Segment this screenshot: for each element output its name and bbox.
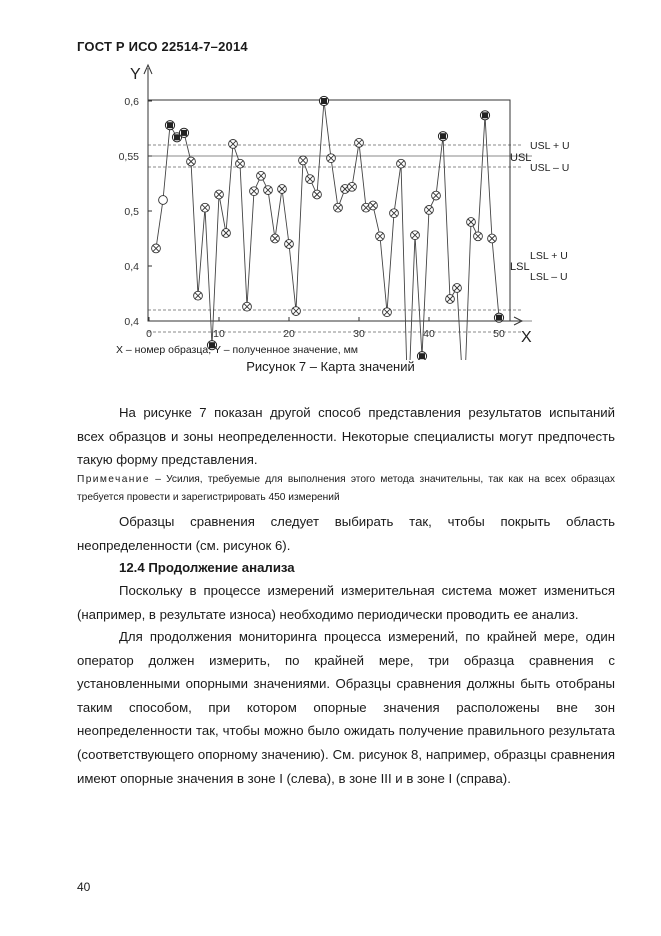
data-point — [278, 185, 287, 194]
data-point — [467, 218, 476, 227]
data-point — [425, 206, 434, 215]
data-point — [236, 159, 245, 168]
data-point — [165, 121, 174, 130]
data-point — [299, 156, 308, 165]
paragraph-2-block — [77, 510, 615, 557]
ref-line-label: USL – U — [530, 162, 570, 174]
data-point — [264, 186, 273, 195]
ref-line-label: LSL + U — [530, 250, 568, 262]
x-tick-label: 40 — [423, 328, 435, 340]
data-point — [159, 196, 168, 205]
data-point — [179, 128, 188, 137]
x-tick-label: 20 — [283, 328, 295, 340]
data-point — [319, 96, 328, 105]
plot-frame — [130, 65, 532, 346]
data-point — [411, 231, 420, 240]
axis-caption: X – номер образца; Y – полученное значение, мм — [116, 344, 359, 356]
data-point-fill — [321, 98, 327, 104]
y-tick-label: 0,4 — [124, 316, 139, 328]
data-point — [243, 302, 252, 311]
paragraph-3-block — [77, 579, 615, 626]
data-point — [488, 234, 497, 243]
data-point — [480, 111, 489, 120]
page-number: 40 — [77, 880, 91, 894]
note-label: Примечание — [77, 474, 150, 485]
data-point — [369, 201, 378, 210]
data-point — [376, 232, 385, 241]
data-point — [474, 232, 483, 241]
data-point — [201, 203, 210, 212]
data-point — [152, 244, 161, 253]
paragraph-2: Образцы сравнения следует выбирать так, чтобы покрыть область неопределенности (см. рисунок 6). — [77, 514, 615, 553]
data-point — [292, 307, 301, 316]
ref-line-label: USL — [510, 152, 532, 164]
document-header: ГОСТ Р ИСО 22514-7–2014 — [77, 39, 248, 54]
data-point-ring — [159, 196, 168, 205]
data-point — [390, 209, 399, 218]
data-point — [383, 308, 392, 317]
data-point — [355, 138, 364, 147]
data-point — [271, 234, 280, 243]
y-tick-label: 0,55 — [118, 151, 139, 163]
data-series — [152, 96, 504, 360]
data-point — [257, 171, 266, 180]
y-tick-label: 0,4 — [124, 261, 139, 273]
data-point — [453, 284, 462, 293]
y-tick-label: 0,5 — [124, 206, 139, 218]
data-point — [438, 132, 447, 141]
value-map-chart — [0, 60, 661, 360]
data-point — [215, 190, 224, 199]
figure-caption: Рисунок 7 – Карта значений — [246, 359, 415, 374]
data-point — [306, 175, 315, 184]
paragraph-1-block — [77, 401, 615, 472]
data-point-fill — [174, 134, 180, 140]
x-tick-label: 50 — [493, 328, 505, 340]
data-point-fill — [181, 130, 187, 136]
data-point — [194, 291, 203, 300]
paragraph-4: Для продолжения мониторинга процесса измерений, по крайней мере, один оператор должен измерить, по крайней мере, три образца сравнения с установленными опорными значениями. Образцы сравнения должны быть отобраны таким способом, при котором опорные значения расположены вне зон неопределенности так, чтобы можно было ожидать получение правильного результата (соответствующего опорному значению). См. рисунок 8, например, образцы сравнения имеют опорные значения в зоне I (слева), в зоне III и в зоне I (справа). — [77, 629, 615, 786]
data-point-fill — [440, 133, 446, 139]
data-point — [313, 190, 322, 199]
data-point — [187, 157, 196, 166]
ref-line-label: LSL – U — [530, 271, 568, 283]
reference-lines — [148, 140, 570, 332]
y-axis-label: Y — [130, 66, 141, 83]
data-point — [432, 191, 441, 200]
data-point — [250, 187, 259, 196]
data-point-fill — [167, 122, 173, 128]
data-point — [285, 240, 294, 249]
ref-line-label: LSL — [510, 261, 530, 273]
data-point-fill — [496, 315, 502, 321]
x-tick-label: 10 — [213, 328, 225, 340]
data-point — [327, 154, 336, 163]
paragraph-3: Поскольку в процессе измерений измерительная система может измениться (например, в результате износа) необходимо периодически проводить ее анализ. — [77, 583, 615, 622]
data-point — [348, 182, 357, 191]
ref-line-label: USL + U — [530, 140, 570, 152]
data-point — [334, 203, 343, 212]
paragraph-4-block — [77, 625, 615, 790]
x-axis-label: X — [521, 329, 532, 346]
x-tick-label: 0 — [146, 328, 152, 340]
note — [77, 471, 615, 507]
data-point — [229, 140, 238, 149]
x-tick-label: 30 — [353, 328, 365, 340]
data-point — [397, 159, 406, 168]
data-point — [222, 229, 231, 238]
paragraph-1: На рисунке 7 показан другой способ представления результатов испытаний всех образцов и зоны неопределенности. Некоторые специалисты могут предпочесть такую форму представления. — [77, 405, 615, 468]
data-point — [446, 295, 455, 304]
note-text: – Усилия, требуемые для выполнения этого метода значительны, так как на всех образцах требуется провести и зарегистрировать 450 измерений — [77, 474, 615, 503]
data-point — [494, 313, 503, 322]
y-tick-label: 0,6 — [124, 96, 139, 108]
data-point-fill — [482, 112, 488, 118]
section-title: 12.4 Продолжение анализа — [119, 560, 295, 575]
